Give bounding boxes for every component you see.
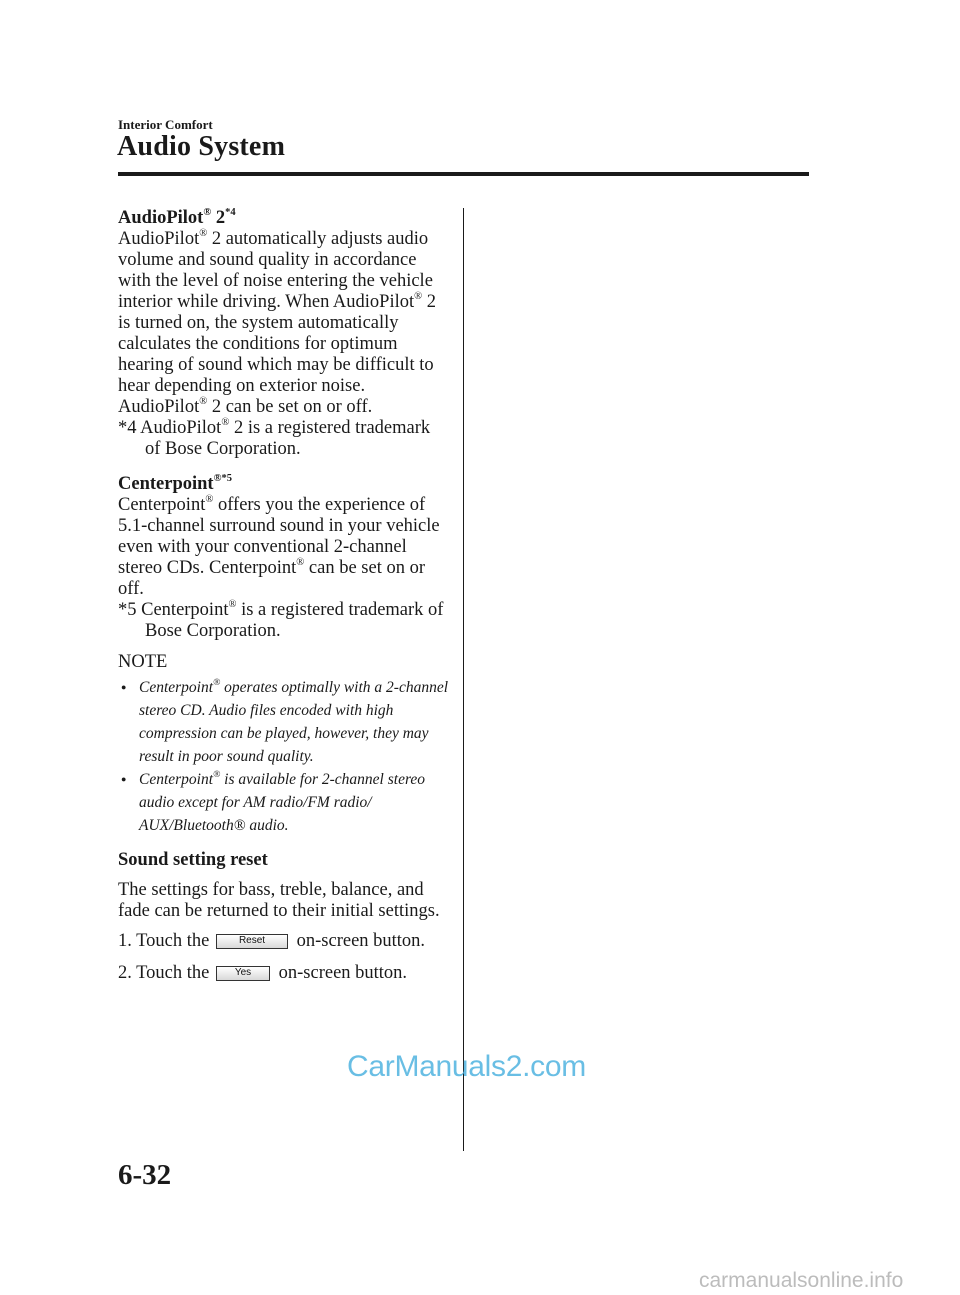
audiopilot-footnote: *4 AudioPilot® 2 is a registered trademark of Bose Corporation.	[118, 417, 431, 459]
note-item: ● Centerpoint® is available for 2-channel stereo audio except for AM radio/FM radio/ AUX/Bluetooth® audio.	[118, 768, 448, 837]
watermark: CarManuals2.com	[347, 1050, 586, 1083]
reset-step-2: 2. Touch the Yes on-screen button.	[118, 963, 408, 983]
column-divider	[463, 208, 464, 1151]
page-title: Audio System	[117, 131, 286, 162]
page-number: 6-32	[118, 1159, 172, 1191]
reset-button[interactable]: Reset	[216, 934, 288, 949]
note-box	[118, 652, 448, 837]
centerpoint-description: Centerpoint® offers you the experience of 5.1-channel surround sound in your vehicle even with your conventional 2-channel stereo CDs. Centerpoint® can be set on or off.	[118, 494, 440, 599]
audiopilot-heading: AudioPilot® 2$^{*4}$	[118, 207, 236, 228]
left-column	[118, 208, 448, 984]
section-label: Interior Comfort	[118, 117, 213, 132]
audiopilot-setting: AudioPilot® 2 can be set on or off.	[118, 396, 373, 417]
reset-description: The settings for bass, treble, balance, and fade can be returned to their initial settings.	[118, 880, 440, 921]
reset-step-1: 1. Touch the Reset on-screen button.	[118, 931, 426, 951]
note-label: NOTE	[118, 652, 168, 672]
centerpoint-footnote: *5 Centerpoint® is a registered trademark of Bose Corporation.	[118, 599, 444, 641]
centerpoint-heading: Centerpoint$^{®*5}$	[118, 473, 232, 494]
title-rule	[118, 172, 809, 176]
note-item: ● Centerpoint® operates optimally with a 2-channel stereo CD. Audio files encoded with high compression can be played, however, they may result in poor sound quality.	[118, 676, 448, 768]
reset-heading: Sound setting reset	[118, 850, 268, 870]
yes-button[interactable]: Yes	[216, 966, 270, 981]
footer-watermark: carmanualsonline.info	[699, 1269, 904, 1292]
audiopilot-description: AudioPilot® 2 automatically adjusts audio volume and sound quality in accordance with the level of noise entering the vehicle interior while driving. When AudioPilot® 2 is turned on, the system automatically calculates the conditions for optimum hearing of sound which may be difficult to hear depending on exterior noise.	[118, 228, 437, 396]
